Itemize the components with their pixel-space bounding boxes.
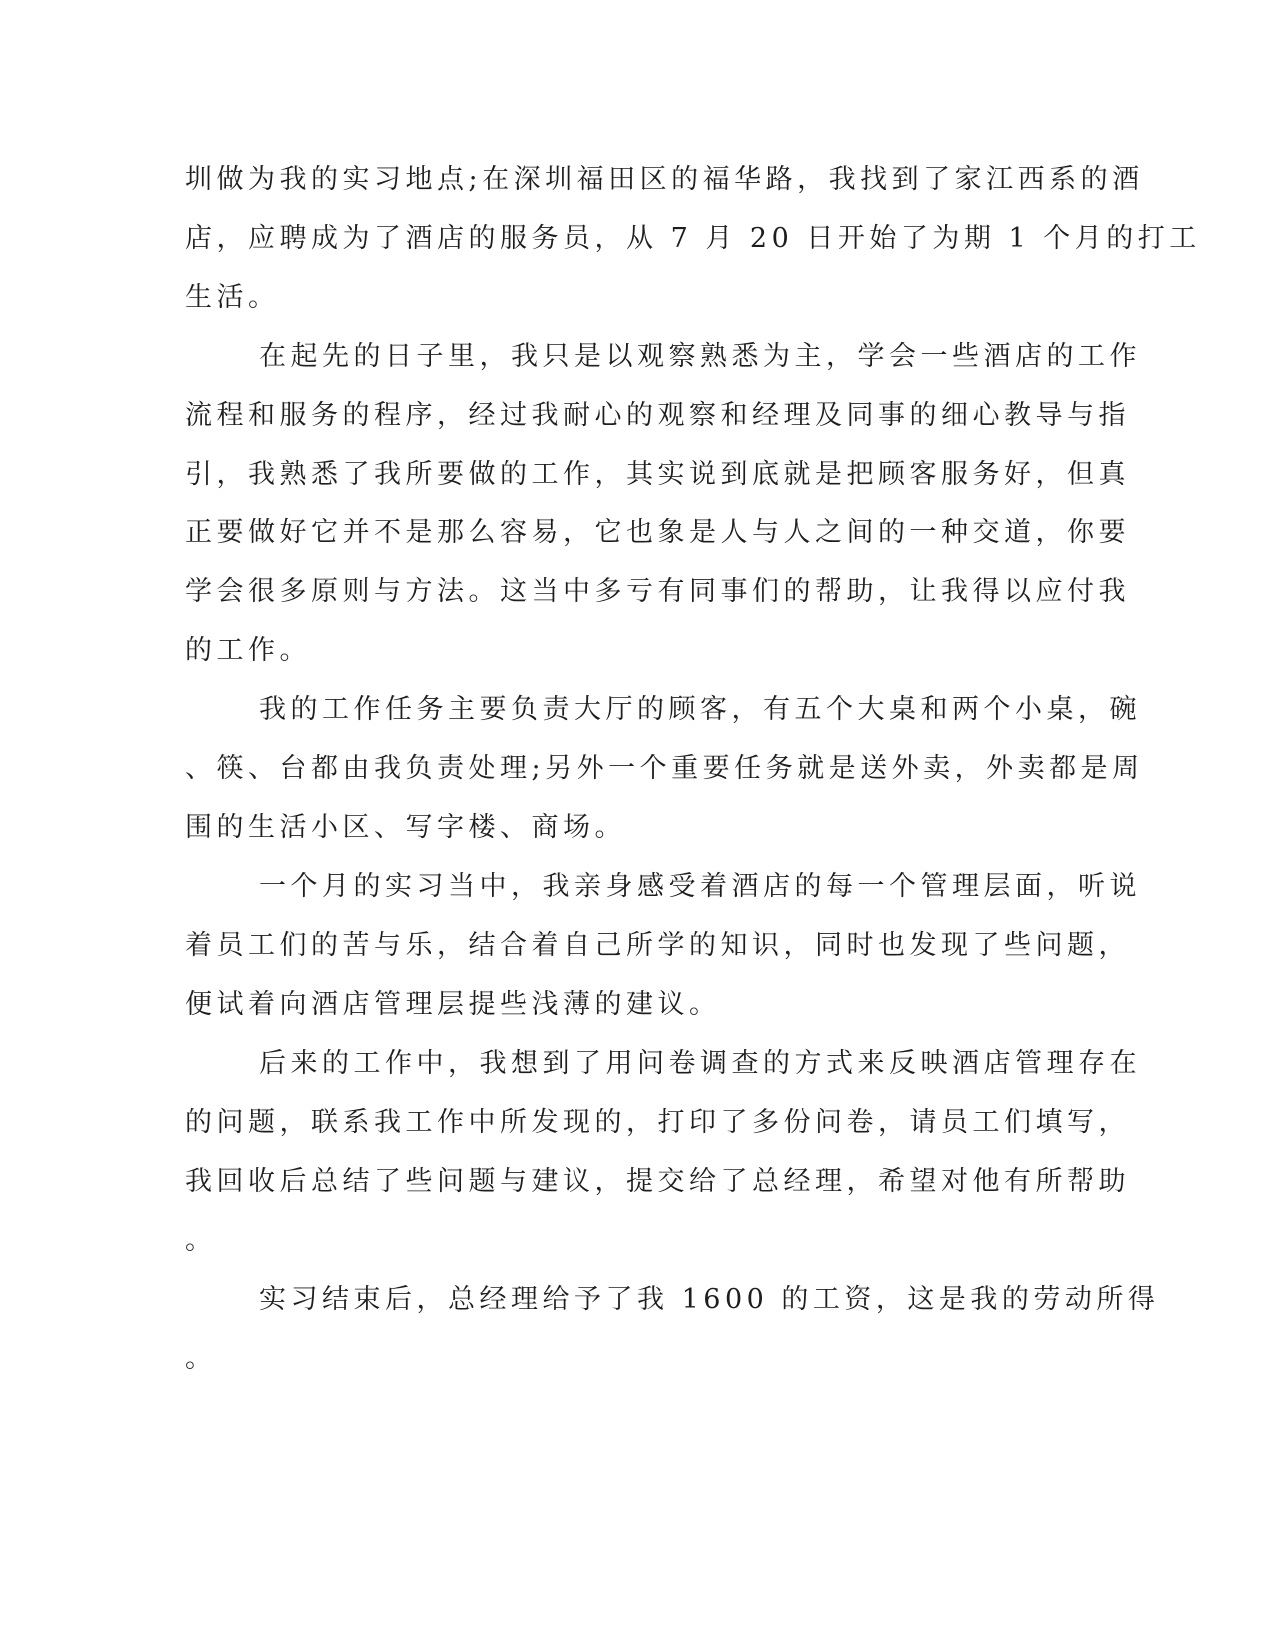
text-line: 。 [185,1225,217,1256]
text-line: 学会很多原则与方法。这当中多亏有同事们的帮助，让我得以应付我 [185,576,1130,607]
text-line: 圳做为我的实习地点;在深圳福田区的福华路，我找到了家江西系的酒 [185,164,1144,195]
text-line: 生活。 [185,282,280,313]
text-line: 的问题，联系我工作中所发现的，打印了多份问卷，请员工们填写， [185,1107,1130,1138]
text-line: 我回收后总结了些问题与建议，提交给了总经理，希望对他有所帮助 [185,1166,1130,1197]
text-line: 、筷、台都由我负责处理;另外一个重要任务就是送外卖，外卖都是周 [185,753,1144,784]
text-line: 店，应聘成为了酒店的服务员，从 7 月 20 日开始了为期 1 个月的打工 [185,223,1201,254]
text-line: 的工作。 [185,635,311,666]
text-line: 围的生活小区、写字楼、商场。 [185,812,626,843]
text-line: 着员工们的苦与乐，结合着自己所学的知识，同时也发现了些问题， [185,930,1130,961]
paragraph-first-line: 一个月的实习当中，我亲身感受着酒店的每一个管理层面，听说 [259,871,1141,902]
paragraph-first-line: 后来的工作中，我想到了用问卷调查的方式来反映酒店管理存在 [259,1048,1141,1079]
paragraph-first-line: 在起先的日子里，我只是以观察熟悉为主，学会一些酒店的工作 [259,341,1141,372]
text-line: 正要做好它并不是那么容易，它也象是人与人之间的一种交道，你要 [185,517,1130,548]
paragraph-first-line: 我的工作任务主要负责大厅的顾客，有五个大桌和两个小桌，碗 [259,694,1141,725]
text-line: 流程和服务的程序，经过我耐心的观察和经理及同事的细心教导与指 [185,400,1130,431]
text-line: 。 [185,1343,217,1374]
paragraph-first-line: 实习结束后，总经理给予了我 1600 的工资，这是我的劳动所得 [259,1284,1160,1315]
text-line: 引，我熟悉了我所要做的工作，其实说到底就是把顾客服务好，但真 [185,459,1130,490]
text-line: 便试着向酒店管理层提些浅薄的建议。 [185,989,721,1020]
